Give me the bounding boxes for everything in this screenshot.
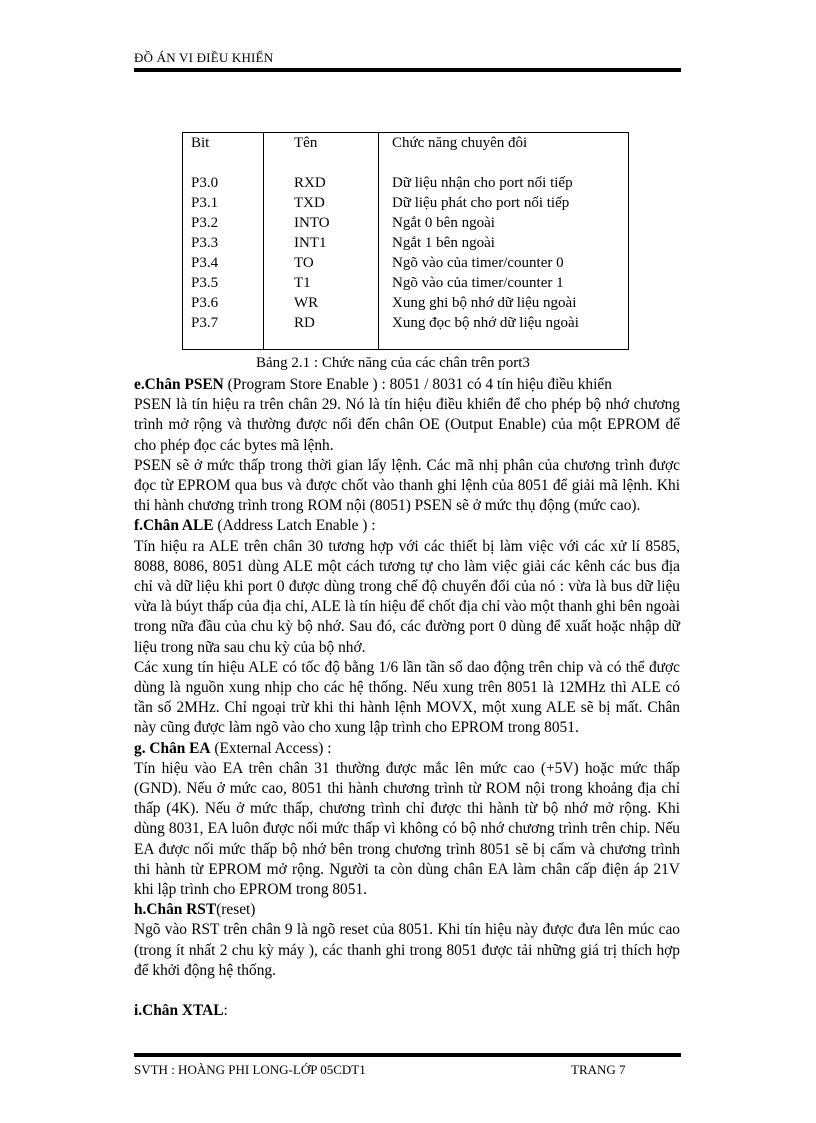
table-cell: TXD xyxy=(294,195,325,211)
table-cell: P3.6 xyxy=(191,295,219,311)
body-text xyxy=(134,375,680,1021)
table-cell: P3.2 xyxy=(191,215,219,231)
page-header: ĐỒ ÁN VI ĐIỀU KHIỂN xyxy=(134,50,274,65)
footer-rule xyxy=(134,1053,681,1057)
section-heading-rest: (reset) xyxy=(216,901,256,919)
table-cell: Ngõ vào của timer/counter 1 xyxy=(392,275,564,291)
table-header-row xyxy=(183,133,629,174)
section-heading-rest: : xyxy=(223,1002,228,1020)
table-cell: RXD xyxy=(294,175,326,191)
section-heading: h.Chân RST xyxy=(134,901,217,919)
section-heading: e.Chân PSEN xyxy=(134,376,224,393)
bit-column xyxy=(183,173,264,350)
page-number: TRANG 7 xyxy=(571,1062,626,1077)
header-bit: Bit xyxy=(183,133,264,174)
table-cell: P3.3 xyxy=(191,235,219,251)
section-heading: g. Chân EA xyxy=(134,739,211,757)
table-cell: P3.7 xyxy=(191,315,219,331)
header-name: Tên xyxy=(264,133,379,174)
function-column xyxy=(379,173,629,350)
table-cell: Xung đọc bộ nhớ dữ liệu ngoài xyxy=(392,315,579,331)
table-cell: INT1 xyxy=(294,235,327,251)
section-heading: i.Chân XTAL xyxy=(134,1002,224,1020)
section-heading-rest: (Address Latch Enable ) : xyxy=(213,517,376,535)
paragraph: Tín hiệu vào EA trên chân 31 thường được mắc lên mức cao (+5V) hoặc mức thấp (GND). Nếu ở mức cao, 8051 thi hành chương trình từ ROM nội trong khoảng địa chỉ thấp (4K). Nếu ở mức thấp, chương trình chỉ được thi hành từ bộ nhớ mở rộng. Khi dùng 8031, EA luôn được nối mức thấp vì không có bộ nhớ chương trình trên chip. Nếu EA được nối mức thấp bộ nhớ bên trong chương trình 8051 sẽ bị cấm và chương trình thi hành từ EPROM mở rộng. Người ta còn dùng chân EA làm chân cấp điện áp 21V khi lập trình cho EPROM trong 8051. xyxy=(134,759,680,899)
table-cell: RD xyxy=(294,315,315,331)
table-cell: P3.1 xyxy=(191,195,219,211)
section-f-heading xyxy=(134,516,680,536)
header-function: Chức năng chuyên đôi xyxy=(392,135,528,151)
table-cell: Ngắt 1 bên ngoài xyxy=(392,235,495,251)
table-cell: Dữ liệu nhận cho port nối tiếp xyxy=(392,175,573,191)
paragraph: Ngõ vào RST trên chân 9 là ngõ reset của 8051. Khi tín hiệu này được đưa lên múc cao (trong ít nhất 2 chu kỳ máy ), các thanh ghi trong 8051 được tải những giá trị thích hợp để khởi động hệ thống. xyxy=(134,921,680,979)
section-heading: f.Chân ALE xyxy=(134,517,214,535)
table-cell: P3.4 xyxy=(191,255,219,271)
table-cell: P3.0 xyxy=(191,175,219,191)
table-cell: Ngõ vào của timer/counter 0 xyxy=(392,255,564,271)
section-g-heading xyxy=(134,739,680,759)
paragraph: PSEN sẽ ở mức thấp trong thời gian lấy lệnh. Các mã nhị phân của chương trình được đọc từ EPROM qua bus và được chốt vào thanh ghi lệnh của 8051 để giải mã lệnh. Khi thi hành chương trình trong ROM nội (8051) PSEN sẽ ở mức thụ động (mức cao). xyxy=(134,456,680,515)
section-e-heading xyxy=(134,375,680,395)
port3-table xyxy=(182,132,629,350)
table-cell: Dữ liệu phát cho port nối tiếp xyxy=(392,195,570,211)
section-heading-rest: (External Access) : xyxy=(210,739,332,757)
table-cell: Ngắt 0 bên ngoài xyxy=(392,215,495,231)
header-rule xyxy=(134,68,681,72)
table-cell: WR xyxy=(294,295,319,311)
table-cell: TO xyxy=(294,255,314,271)
table-cell: Xung ghi bộ nhớ dữ liệu ngoài xyxy=(392,295,577,311)
table-caption: Bảng 2.1 : Chức năng của các chân trên port3 xyxy=(256,355,530,371)
spacer xyxy=(134,981,680,1001)
section-i-heading xyxy=(134,1001,680,1021)
footer-author: SVTH : HOÀNG PHI LONG-LỚP 05CDT1 xyxy=(134,1062,366,1077)
section-h-heading xyxy=(134,900,680,920)
table-cell: INTO xyxy=(294,215,330,231)
paragraph: Các xung tín hiệu ALE có tốc độ bằng 1/6 lần tần số dao động trên chip và có thể được dùng là nguồn xung nhịp cho các hệ thống. Nếu xung trên 8051 là 12MHz thì ALE có tần số 2MHz. Chỉ ngoại trừ khi thi hành lệnh MOVX, một xung ALE sẽ bị mất. Chân này cũng được làm ngõ vào cho xung lập trình cho EPROM trong 8051. xyxy=(134,658,680,737)
table-cell: T1 xyxy=(294,275,311,291)
name-column xyxy=(264,173,379,350)
table-cell: P3.5 xyxy=(191,275,219,291)
section-heading-rest: (Program Store Enable ) : 8051 / 8031 có 4 tín hiệu điều khiển xyxy=(223,376,612,393)
paragraph: PSEN là tín hiệu ra trên chân 29. Nó là tín hiệu điều khiển để cho phép bộ nhớ chương trình mở rộng và thường được nối đến chân OE (Output Enable) của một EPROM để cho phép đọc các bytes mã lệnh. xyxy=(134,396,680,454)
table-body-row xyxy=(183,173,629,350)
paragraph: Tín hiệu ra ALE trên chân 30 tương hợp với các thiết bị làm việc với các xử lí 8585, 8088, 8086, 8051 dùng ALE một cách tương tự cho làm việc giải các kênh các bus địa chỉ và dữ liệu khi port 0 được dùng trong chế độ chuyển đổi của nó : vừa là bus dữ liệu vừa là búyt thấp của địa chỉ, ALE là tín hiệu để chốt địa chỉ vào một thanh ghi bên ngoài trong nữa đầu của chu kỳ bộ nhớ. Sau đó, các đường port 0 dùng để xuất hoặc nhập dữ liệu trong nữa sau chu kỳ của bộ nhớ. xyxy=(134,537,680,656)
